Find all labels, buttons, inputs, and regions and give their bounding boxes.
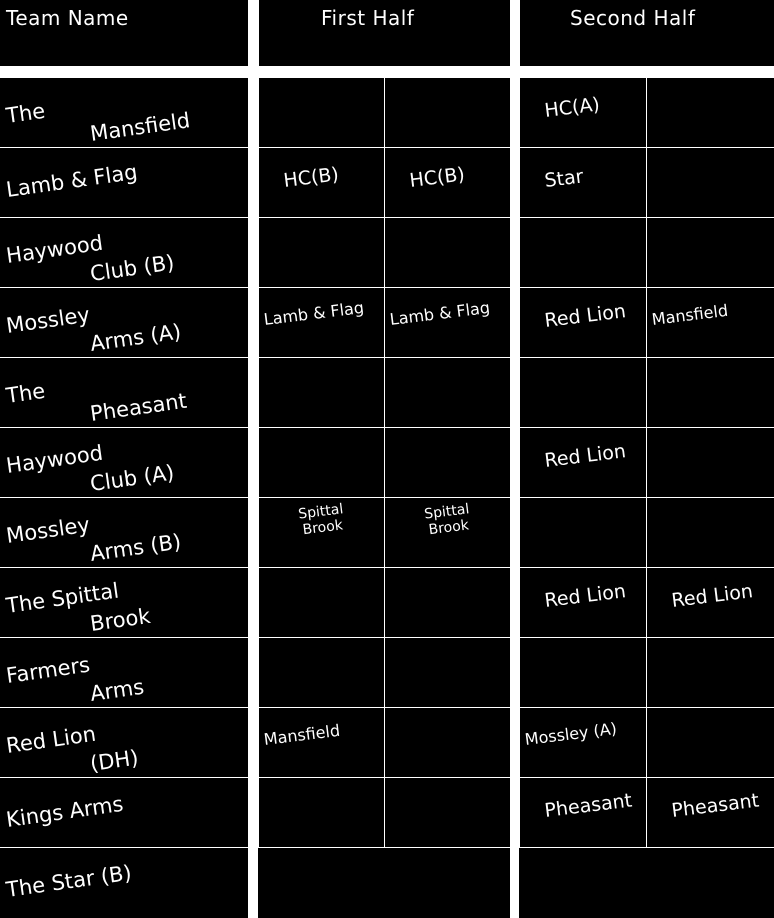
fixture-entry: Lamb & Flag — [388, 297, 491, 329]
fixture-entry: Spittal Brook — [423, 501, 471, 539]
fixture-cell — [259, 358, 384, 427]
team-name: The Star (B) — [4, 860, 134, 902]
fixture-cell — [520, 288, 646, 357]
team-name-line2: Mansfield — [88, 108, 192, 146]
team-name-line1: Mossley — [4, 302, 92, 338]
fixture-entry: HC(B) — [408, 163, 467, 192]
fixture-cell — [385, 708, 510, 777]
fixture-entry: HC(A) — [543, 93, 601, 122]
team-name-cell — [0, 428, 248, 497]
fixture-cell — [520, 638, 646, 707]
header-second-half-label: Second Half — [570, 6, 696, 30]
fixture-cell — [647, 638, 774, 707]
fixture-cell — [259, 778, 384, 847]
header-first-half-label: First Half — [321, 6, 415, 30]
team-name-line1: Farmers — [4, 652, 92, 688]
fixture-entry: Red Lion — [670, 580, 755, 612]
team-name-cell — [0, 778, 248, 847]
fixture-cell — [520, 218, 646, 287]
fixture-cell — [520, 78, 646, 147]
fixture-cell — [385, 218, 510, 287]
team-name-cell — [0, 498, 248, 567]
team-name-cell — [0, 708, 248, 777]
fixture-cell — [385, 358, 510, 427]
fixture-cell — [259, 708, 384, 777]
fixture-cell — [385, 778, 510, 847]
team-name-line1: The — [4, 378, 47, 408]
fixture-entry: Red Lion — [543, 580, 628, 612]
fixture-entry: HC(B) — [282, 163, 341, 192]
fixture-entry: Red Lion — [543, 440, 628, 472]
team-name-line1: Red Lion — [4, 721, 98, 758]
fixture-cell — [520, 708, 646, 777]
team-name: Kings Arms — [4, 791, 125, 832]
fixture-entry: Mansfield — [262, 720, 342, 749]
team-name-line2: (DH) — [88, 745, 140, 776]
fixture-cell — [520, 498, 646, 567]
fixture-cell — [647, 218, 774, 287]
header-first-half — [259, 0, 510, 66]
fixture-entry: Pheasant — [543, 789, 634, 822]
fixture-cell — [259, 288, 384, 357]
fixture-cell — [647, 778, 774, 847]
team-name-cell — [0, 358, 248, 427]
team-name-line1: The — [4, 98, 47, 128]
fixture-entry: Pheasant — [670, 789, 761, 822]
fixture-cell — [385, 148, 510, 217]
team-name-cell — [0, 288, 248, 357]
team-name-line1: Haywood — [4, 230, 105, 268]
team-name-line1: The Spittal — [4, 578, 121, 618]
team-name-cell — [0, 848, 248, 918]
header-team-name-label: Team Name — [6, 6, 129, 30]
fixture-cell — [520, 778, 646, 847]
fixture-cell — [647, 708, 774, 777]
team-name-cell — [0, 218, 248, 287]
fixture-cell — [647, 568, 774, 637]
team-name-cell — [0, 148, 248, 217]
fixture-cell — [385, 78, 510, 147]
fixture-cell — [385, 568, 510, 637]
fixture-cell — [259, 78, 384, 147]
fixture-cell — [647, 428, 774, 497]
fixture-cell — [647, 498, 774, 567]
fixture-cell — [647, 288, 774, 357]
team-name-cell — [0, 568, 248, 637]
fixture-cell — [385, 428, 510, 497]
team-name-cell — [0, 78, 248, 147]
fixture-cell — [385, 288, 510, 357]
fixture-cell — [259, 638, 384, 707]
second-half-empty-cell — [519, 848, 774, 918]
team-name-cell — [0, 638, 248, 707]
team-name-line1: Mossley — [4, 512, 92, 548]
team-name-line1: Haywood — [4, 440, 105, 478]
header-second-half — [520, 0, 774, 66]
fixture-cell — [385, 638, 510, 707]
team-name-line2: Pheasant — [88, 388, 189, 426]
fixture-cell — [520, 428, 646, 497]
fixture-entry: Mossley (A) — [523, 718, 618, 749]
team-name-line2: Brook — [88, 603, 152, 636]
fixture-cell — [259, 498, 384, 567]
fixture-cell — [259, 568, 384, 637]
fixture-cell — [259, 218, 384, 287]
fixture-cell — [520, 568, 646, 637]
fixture-cell — [647, 358, 774, 427]
fixture-cell — [520, 148, 646, 217]
fixture-cell — [647, 78, 774, 147]
team-name-line2: Club (B) — [88, 250, 176, 286]
fixture-entry: Red Lion — [543, 300, 628, 332]
team-name: Lamb & Flag — [4, 159, 139, 202]
team-name-line2: Arms (A) — [88, 319, 183, 356]
fixture-entry: Spittal Brook — [297, 501, 345, 539]
fixture-cell — [385, 498, 510, 567]
team-name-line2: Arms — [88, 674, 146, 706]
fixture-cell — [259, 148, 384, 217]
fixture-cell — [259, 428, 384, 497]
fixture-entry: Mansfield — [650, 300, 730, 329]
team-name-line2: Club (A) — [88, 460, 176, 496]
first-half-empty-cell — [258, 848, 510, 918]
fixture-cell — [520, 358, 646, 427]
fixture-entry: Star — [543, 165, 585, 192]
fixture-cell — [647, 148, 774, 217]
team-name-line2: Arms (B) — [88, 529, 183, 566]
fixture-entry: Lamb & Flag — [262, 297, 365, 329]
header-team-name — [0, 0, 248, 66]
